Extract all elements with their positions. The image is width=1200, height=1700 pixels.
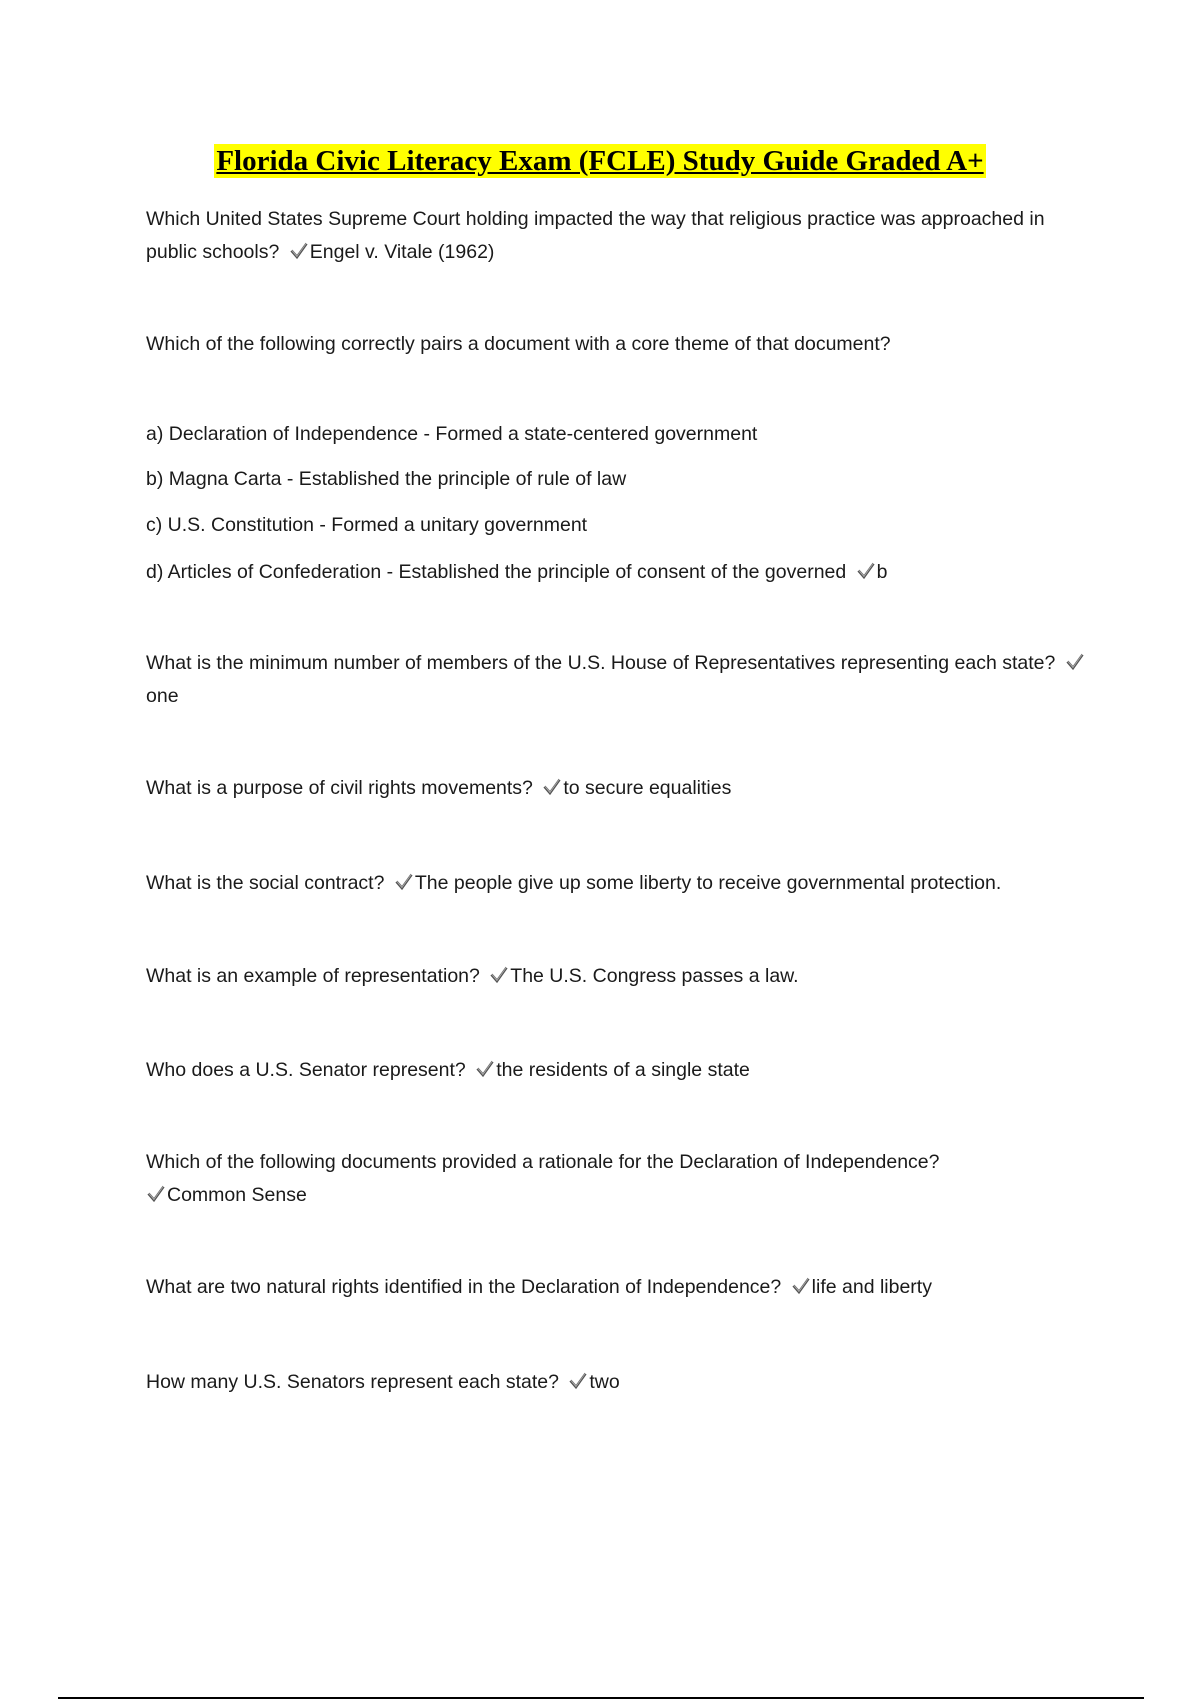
qa-item [146,867,1096,900]
question-text: Who does a U.S. Senator represent? [146,1059,466,1081]
answer-text: to secure equalities [563,777,732,799]
check-mark-icon [568,1372,588,1390]
question-text: What are two natural rights identified in the Declaration of Independence? [146,1276,782,1298]
question-text: What is the social contract? [146,872,385,894]
check-mark-icon [542,778,562,796]
question-text: What is the minimum number of members of the U.S. House of Representatives representing each state? [146,652,1056,674]
check-mark-icon [289,242,309,260]
option-text: a) Declaration of Independence - Formed a state-centered government [146,423,758,445]
qa-item [146,1366,1096,1399]
option-item [146,556,1096,589]
answer-text: The people give up some liberty to receive governmental protection. [414,872,1002,894]
check-mark-icon [489,966,509,984]
check-mark-icon [856,562,876,580]
answer-text: The U.S. Congress passes a law. [510,965,799,987]
question-text: Which United States Supreme Court holding impacted the way that religious practice was approached in public schools? [146,208,1045,263]
question-text: Which of the following documents provided a rationale for the Declaration of Independence? [146,1151,940,1173]
question-text: What is an example of representation? [146,965,480,987]
answer-text: b [876,561,888,583]
option-item [146,509,1096,542]
footer-divider [58,1697,1144,1699]
answer-text: one [146,685,179,707]
check-mark-icon [394,873,414,891]
qa-item [146,647,1096,713]
option-text: d) Articles of Confederation - Established the principle of consent of the governed [146,561,847,583]
check-mark-icon [791,1277,811,1295]
qa-item [146,203,1096,269]
qa-item [146,1146,1096,1212]
qa-item [146,772,1096,805]
answer-text: life and liberty [811,1276,932,1298]
question-text: What is a purpose of civil rights movements? [146,777,533,799]
question-text: Which of the following correctly pairs a document with a core theme of that document? [146,333,891,355]
question-text: How many U.S. Senators represent each state? [146,1371,559,1393]
answer-text: two [589,1371,620,1393]
option-text: b) Magna Carta - Established the principle of rule of law [146,468,627,490]
qa-item [146,960,1096,993]
answer-text: the residents of a single state [496,1059,750,1081]
option-text: c) U.S. Constitution - Formed a unitary government [146,514,588,536]
qa-item [146,328,1096,361]
check-mark-icon [475,1060,495,1078]
answer-text: Engel v. Vitale (1962) [309,241,495,263]
answer-text: Common Sense [167,1184,307,1206]
check-mark-icon [146,1185,166,1203]
qa-item [146,1271,1096,1304]
option-item [146,418,1096,451]
check-mark-icon [1065,653,1085,671]
option-item [146,463,1096,496]
document-title: Florida Civic Literacy Exam (FCLE) Study Guide Graded A+ [216,145,984,177]
title-wrap [0,144,1200,178]
qa-item [146,1054,1096,1087]
